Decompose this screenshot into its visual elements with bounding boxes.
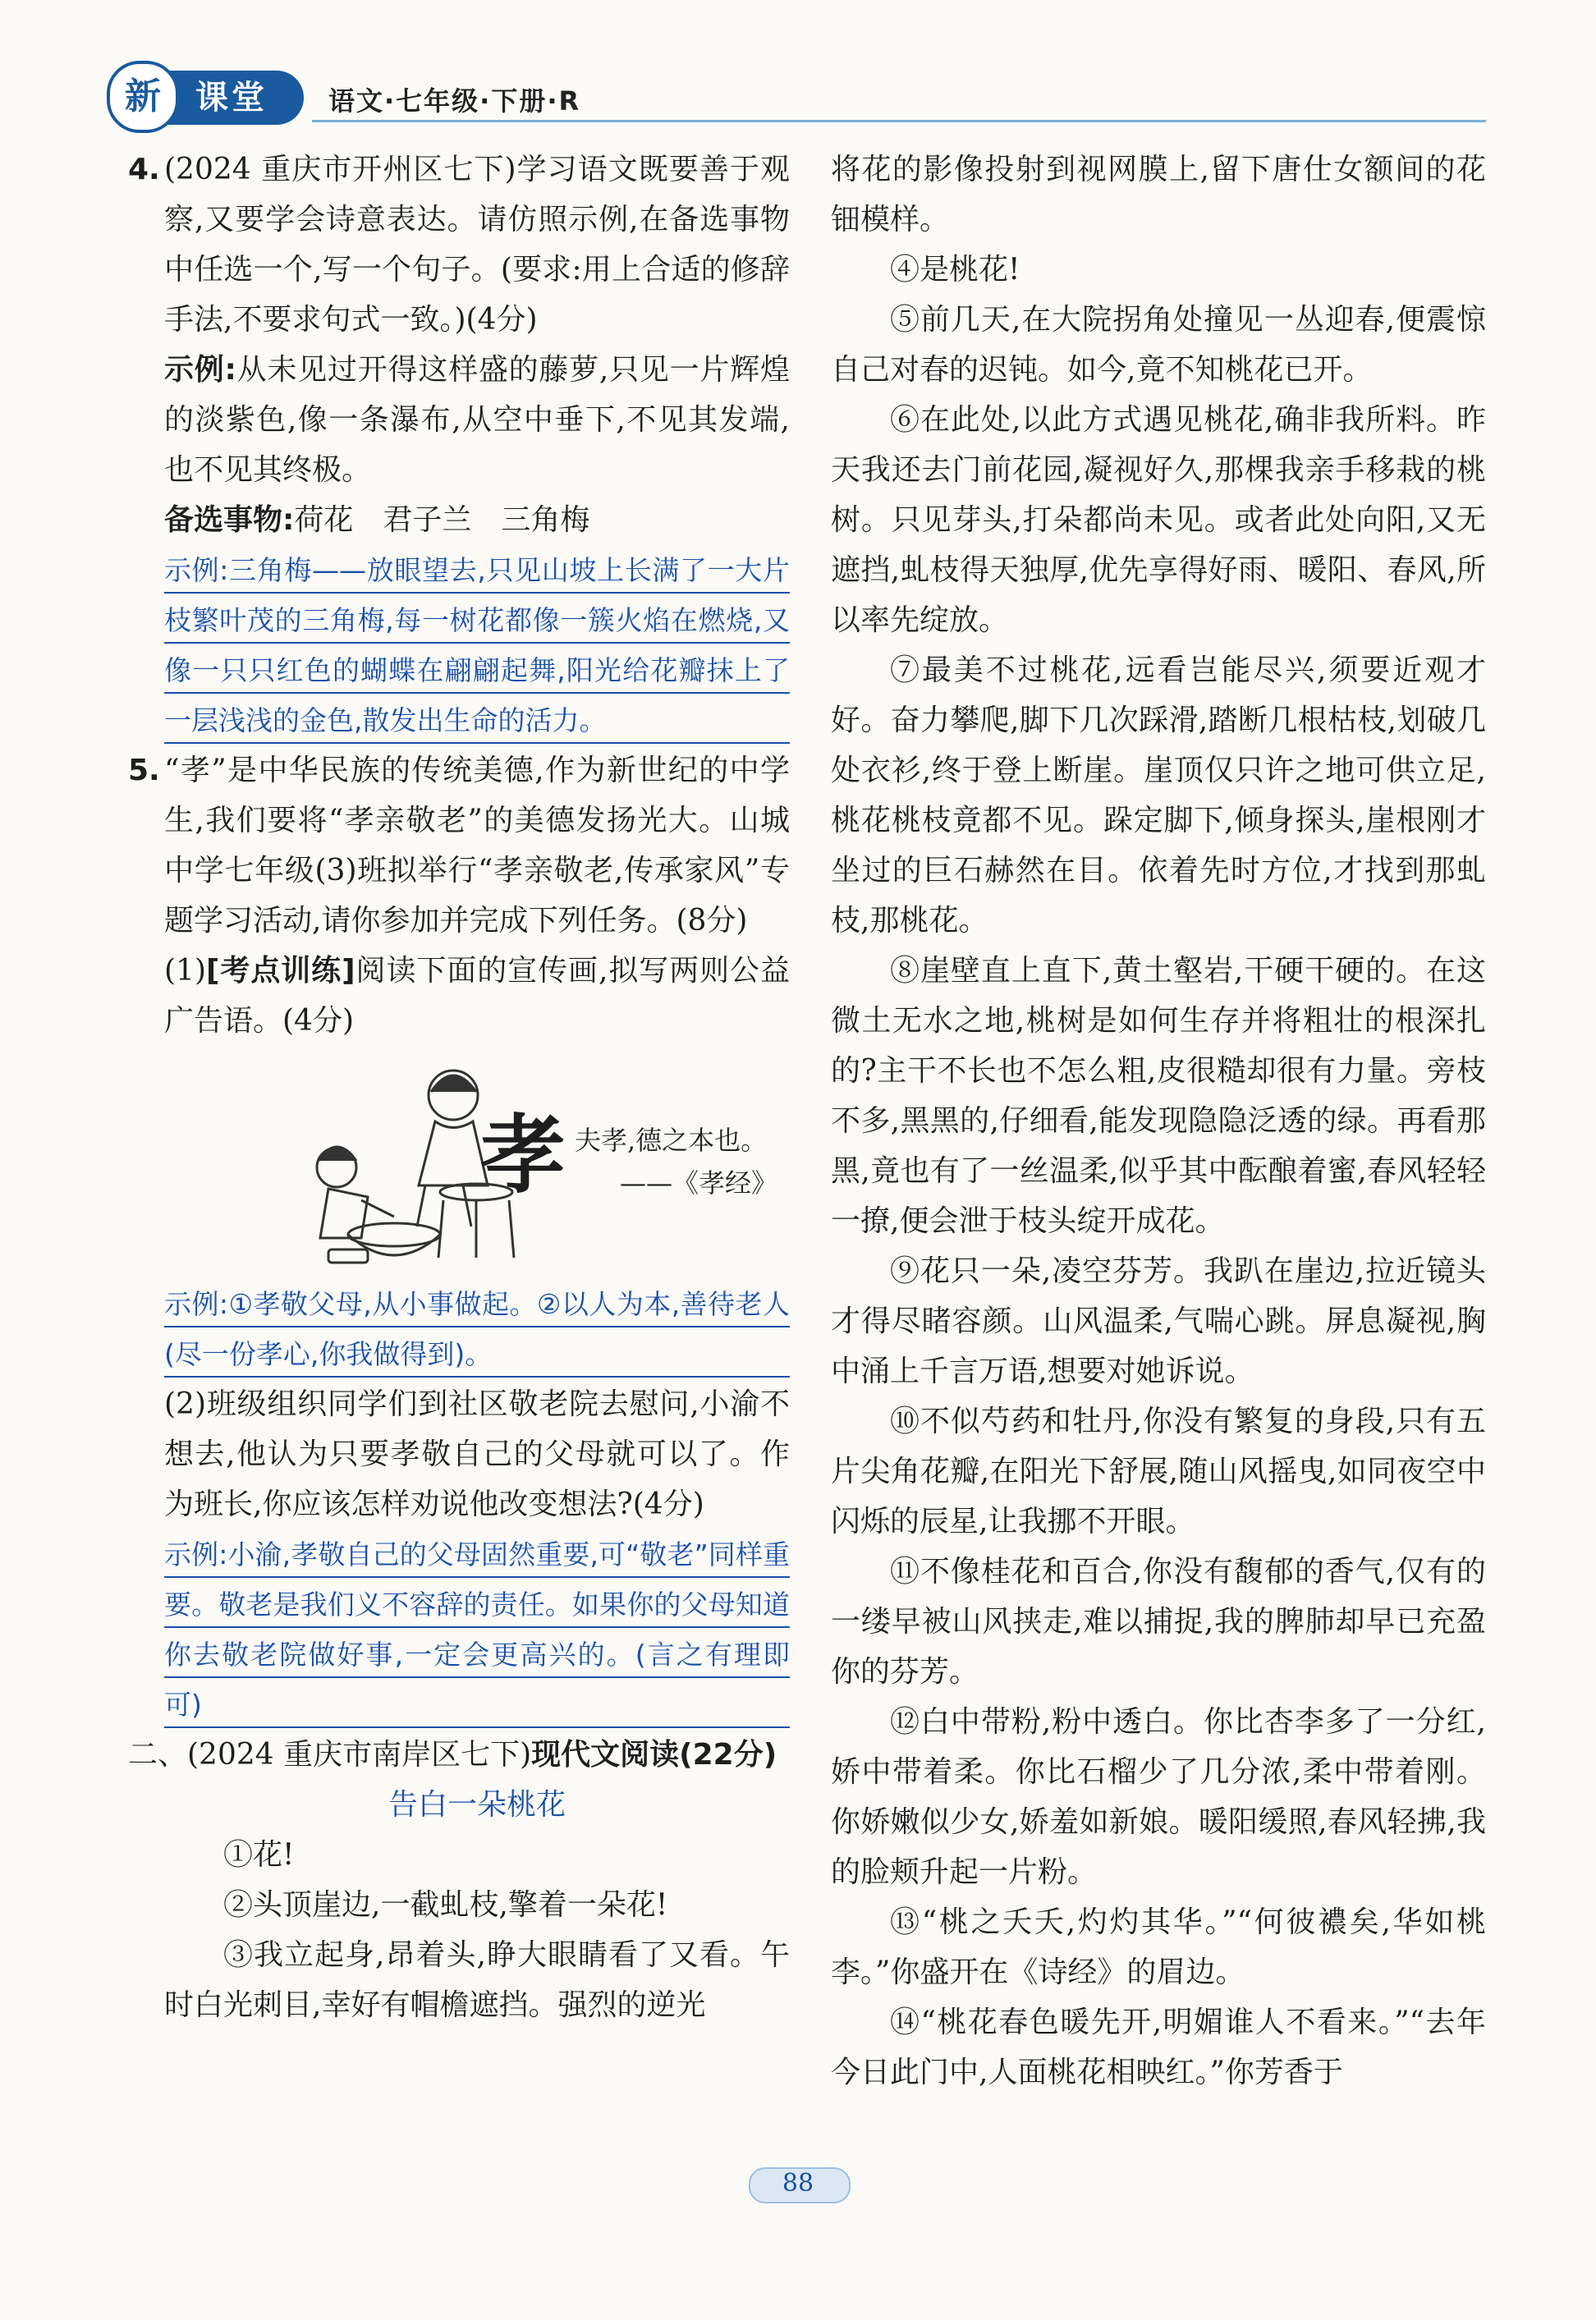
article-paragraph: ⑤前几天,在大院拐角处撞见一丛迎春,便震惊自己对春的迟钝。如今,竟不知桃花已开。 xyxy=(831,303,1486,387)
article-title: 告白一朵桃花 xyxy=(388,1788,566,1822)
article-paragraph: ③我立起身,昂着头,睁大眼睛看了又看。午时白光刺目,幸好有帽檐遮挡。强烈的逆光 xyxy=(164,1938,790,2022)
article-paragraph: ⑬“桃之夭夭,灼灼其华。”“何彼襛矣,华如桃李。”你盛开在《诗经》的眉边。 xyxy=(831,1905,1486,1989)
logo-text: 课堂 xyxy=(195,79,268,117)
subquestion-1 xyxy=(164,946,790,1046)
article-paragraph: ⑨花只一朵,凌空芬芳。我趴在崖边,拉近镜头才得尽睹容颜。山风温柔,气喘心跳。屏息凝视,胸中涌上千言万语,想要对她诉说。 xyxy=(831,1254,1486,1388)
article-paragraph: ⑥在此处,以此方式遇见桃花,确非我所料。昨天我还去门前花园,凝视好久,那棵我亲手移栽的桃树。只见芽头,打朵都尚未见。或者此处向阳,又无遮挡,虬枝得天独厚,优先享得好雨、暖阳、春风,所以率先绽放。 xyxy=(831,403,1486,637)
left-column xyxy=(128,144,790,2030)
question-number: 4. xyxy=(128,153,160,186)
figure-source: ——《孝经》 xyxy=(620,1167,778,1199)
section-heading-prefix: 二、(2024 重庆市南岸区七下) xyxy=(128,1738,532,1772)
article-paragraph: ⑦最美不过桃花,远看岂能尽兴,须要近观才好。奋力攀爬,脚下几次踩滑,踏断几根枯枝,划破几处衣衫,终于登上断崖。崖顶仅只许之地可供立足,桃花桃枝竟都不见。跺定脚下,倾身探头,崖根刚才坐过的巨石赫然在目。依着先时方位,才找到那虬枝,那桃花。 xyxy=(831,653,1486,938)
question-prompt: (2024 重庆市开州区七下)学习语文既要善于观察,又要学会诗意表达。请仿照示例,在备选事物中任选一个,写一个句子。(要求:用上合适的修辞手法,不要求句式一致。)(4分) xyxy=(164,153,790,337)
article-paragraph: ⑭“桃花春色暖先开,明媚谁人不看来。”“去年今日此门中,人面桃花相映红。”你芳香于 xyxy=(831,2006,1486,2089)
logo-badge: 新 xyxy=(107,61,179,133)
section-heading-bold: 现代文阅读(22分) xyxy=(531,1738,777,1772)
subquestion-prefix: (1) xyxy=(164,954,206,988)
question-number: 5. xyxy=(128,754,160,787)
page-header xyxy=(123,66,1486,131)
subquestion-tag: [考点训练] xyxy=(206,954,355,988)
options-text: 荷花 君子兰 三角梅 xyxy=(294,503,590,537)
answer-text: 示例:小渝,孝敬自己的父母固然重要,可“敬老”同样重要。敬老是我们义不容辞的责任。如果你的父母知道你去敬老院做好事,一定会更高兴的。(言之有理即可) xyxy=(164,1529,790,1730)
example-text: 从未见过开得这样盛的藤萝,只见一片辉煌的淡紫色,像一条瀑布,从空中垂下,不见其发端,也不见其终极。 xyxy=(164,353,790,487)
subquestion-text: 阅读下面的宣传画,拟写两则公益广告语。(4分) xyxy=(164,954,790,1038)
page-number-badge xyxy=(749,2162,847,2205)
article-paragraph: 将花的影像投射到视网膜上,留下唐仕女额间的花钿模样。 xyxy=(831,153,1486,236)
example-paragraph xyxy=(164,345,790,495)
right-column xyxy=(831,144,1486,2098)
options-line xyxy=(164,495,790,545)
article-paragraph: ②头顶崖边,一截虬枝,擎着一朵花! xyxy=(223,1888,668,1922)
subquestion-2: (2)班级组织同学们到社区敬老院去慰问,小渝不想去,他认为只要孝敬自己的父母就可以了。作为班长,你应该怎样劝说他改变想法?(4分) xyxy=(164,1387,790,1521)
article-paragraph: ④是桃花! xyxy=(890,253,1020,287)
page-number: 88 xyxy=(782,2169,814,2198)
question-5 xyxy=(128,745,790,1730)
subject-label: 语文·七年级·下册·R xyxy=(328,85,581,117)
article-paragraph: ⑫白中带粉,粉中透白。你比杏李多了一分红,娇中带着柔。你比石榴少了几分浓,柔中带着刚。你娇嫩似少女,娇羞如新娘。暖阳缓照,春风轻拂,我的脸颊升起一片粉。 xyxy=(831,1705,1486,1889)
figure-quote: 夫孝,德之本也。 xyxy=(575,1125,768,1156)
article-paragraph: ①花! xyxy=(223,1838,295,1872)
article-paragraph: ⑪不像桂花和百合,你没有馥郁的香气,仅有的一缕早被山风挟走,难以捕捉,我的脾肺却早已充盈你的芬芳。 xyxy=(831,1555,1486,1689)
question-prompt: “孝”是中华民族的传统美德,作为新世纪的中学生,我们要将“孝亲敬老”的美德发扬光大。山城中学七年级(3)班拟举行“孝亲敬老,传承家风”专题学习活动,请你参加并完成下列任务。(8分) xyxy=(164,754,790,938)
example-label: 示例: xyxy=(164,353,236,387)
header-divider xyxy=(312,120,1486,122)
propaganda-figure xyxy=(164,1052,790,1274)
section-heading xyxy=(128,1730,790,1780)
article-paragraph: ⑩不似芍药和牡丹,你没有繁复的身段,只有五片尖角花瓣,在阳光下舒展,随山风摇曳,如同夜空中闪烁的辰星,让我挪不开眼。 xyxy=(831,1405,1486,1538)
answer-text: 示例:①孝敬父母,从小事做起。②以人为本,善待老人(尽一份孝心,你我做得到)。 xyxy=(164,1279,790,1379)
xiao-character: 孝 xyxy=(480,1104,566,1205)
section-2 xyxy=(128,1730,790,1780)
question-4 xyxy=(128,144,790,745)
options-label: 备选事物: xyxy=(164,503,295,537)
answer-text: 示例:三角梅——放眼望去,只见山坡上长满了一大片枝繁叶茂的三角梅,每一树花都像一簇火焰在燃烧,又像一只只红色的蝴蝶在翩翩起舞,阳光给花瓣抹上了一层浅浅的金色,散发出生命的活力。 xyxy=(164,545,790,745)
article-paragraph: ⑧崖壁直上直下,黄土壑岩,干硬干硬的。在这微土无水之地,桃树是如何生存并将粗壮的根深扎的?主干不长也不怎么粗,皮很糙却很有力量。旁枝不多,黑黑的,仔细看,能发现隐隐泛透的绿。再看那黑,竟也有了一丝温柔,似乎其中酝酿着蜜,春风轻轻一撩,便会泄于枝头绽开成花。 xyxy=(831,954,1486,1238)
